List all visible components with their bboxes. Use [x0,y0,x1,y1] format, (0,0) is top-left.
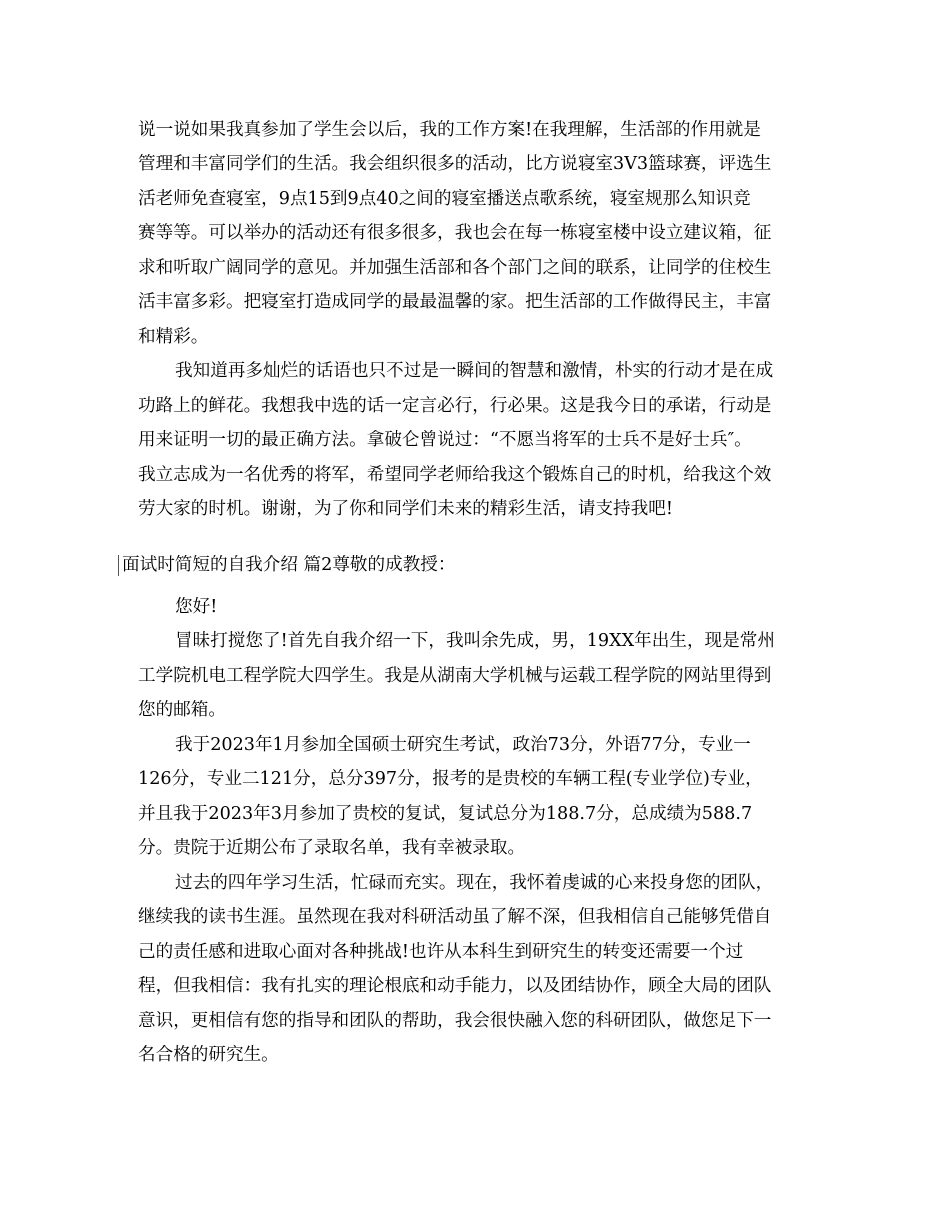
paragraph-4-line: 并且我于2023年3月参加了贵校的复试，复试总分为188.7分，总成绩为588.7 [138,804,753,824]
paragraph-2-line: 用来证明一切的最正确方法。拿破仑曾说过：“不愿当将军的士兵不是好士兵″。 [138,430,752,450]
paragraph-5-line: 程，但我相信：我有扎实的理论根底和动手能力，以及团结协作，顾全大局的团队 [138,976,772,996]
paragraph-3-line: 冒昧打搅您了!首先自我介绍一下，我叫余先成，男，19XX年出生，现是常州 [175,631,775,651]
paragraph-1-line: 求和听取广阔同学的意见。并加强生活部和各个部门之间的联系，让同学的住校生 [138,258,772,278]
paragraph-1-line: 活丰富多彩。把寝室打造成同学的最最温馨的家。把生活部的工作做得民主，丰富 [138,292,772,312]
paragraph-1-line: 活老师免查寝室，9点15到9点40之间的寝室播送点歌系统，寝室规那么知识竞 [138,189,751,209]
paragraph-3-line: 您的邮箱。 [138,700,226,720]
paragraph-5-line: 继续我的读书生涯。虽然现在我对科研活动虽了解不深，但我相信自己能够凭借自 [138,907,772,927]
paragraph-3-line: 工学院机电工程学院大四学生。我是从湖南大学机械与运载工程学院的网站里得到 [138,666,772,686]
paragraph-4-line: 我于2023年1月参加全国硕士研究生考试，政治73分，外语77分，专业一 [175,735,751,755]
paragraph-5-line: 名合格的研究生。 [138,1045,279,1065]
paragraph-4-line: 分。贵院于近期公布了录取名单，我有幸被录取。 [138,838,526,858]
paragraph-4-line: 126分，专业二121分，总分397分，报考的是贵校的车辆工程(专业学位)专业， [138,769,763,789]
paragraph-1-line: 说一说如果我真参加了学生会以后，我的工作方案!在我理解，生活部的作用就是 [138,120,761,140]
greeting: 您好! [175,597,218,617]
paragraph-1-line: 赛等等。可以举办的活动还有很多很多，我也会在每一栋寝室楼中设立建议箱，征 [138,223,772,243]
paragraph-1-line: 管理和丰富同学们的生活。我会组织很多的活动，比方说寝室3V3篮球赛，评选生 [138,154,772,174]
paragraph-5-line: 己的责任感和进取心面对各种挑战!也许从本科生到研究生的转变还需要一个过 [138,942,744,962]
paragraph-5-line: 过去的四年学习生活，忙碌而充实。现在，我怀着虔诚的心来投身您的团队， [175,873,774,893]
paragraph-2-line: 劳大家的时机。谢谢，为了你和同学们未来的精彩生活，请支持我吧! [138,499,673,519]
paragraph-5-line: 意识，更相信有您的指导和团队的帮助，我会很快融入您的科研团队，做您足下一 [138,1011,772,1031]
heading-marker [118,555,119,576]
section-heading: 面试时简短的自我介绍 篇2尊敬的成教授： [122,555,456,575]
paragraph-1-line: 和精彩。 [138,327,209,347]
paragraph-2-line: 功路上的鲜花。我想我中选的话一定言必行，行必果。这是我今日的承诺，行动是 [138,396,772,416]
paragraph-2-line: 我知道再多灿烂的话语也只不过是一瞬间的智慧和激情，朴实的行动才是在成 [175,361,774,381]
paragraph-2-line: 我立志成为一名优秀的将军，希望同学老师给我这个锻炼自己的时机，给我这个效 [138,465,772,485]
